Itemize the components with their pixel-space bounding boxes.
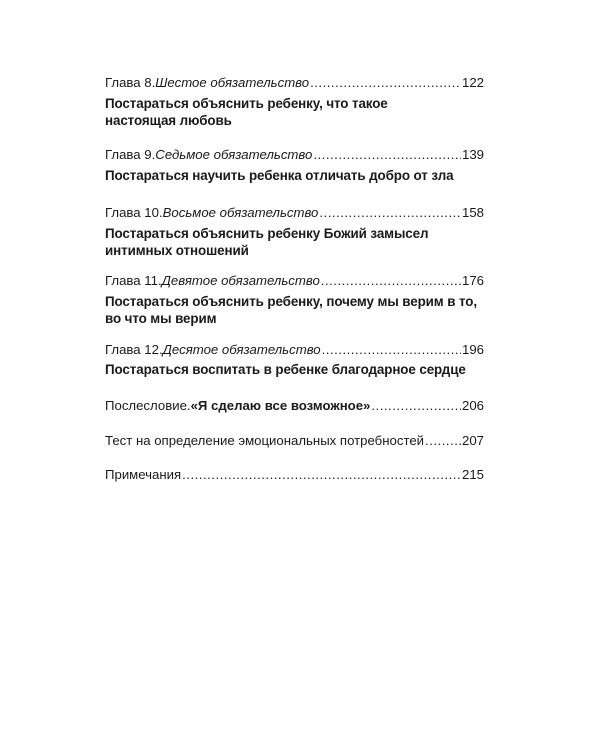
chapter-label: Глава 9.: [105, 147, 156, 162]
subtitle-line: настоящая любовь: [105, 113, 232, 128]
page-number: 215: [461, 467, 484, 482]
toc-entry-test[interactable]: [105, 433, 484, 449]
dot-leader: [321, 273, 461, 289]
chapter-subtitle: [105, 293, 484, 327]
toc-entry-chapter-11[interactable]: [105, 273, 484, 289]
toc-entry-chapter-12[interactable]: [105, 342, 484, 358]
subtitle-line: Постараться объяснить ребенку, почему мы верим в то,: [105, 294, 477, 309]
chapter-label: Глава 11.: [105, 273, 162, 288]
dot-leader: [319, 205, 461, 221]
chapter-subtitle: [105, 361, 484, 378]
subtitle-line: Постараться воспитать в ребенке благодарное сердце: [105, 362, 466, 377]
page-number: 207: [461, 433, 484, 448]
chapter-label: Глава 8.: [105, 75, 156, 90]
toc-entry-afterword[interactable]: [105, 398, 484, 414]
afterword-label: Послесловие.: [105, 398, 191, 413]
page-number: 176: [461, 273, 484, 288]
chapter-title: Десятое обязательство: [162, 342, 321, 357]
notes-label: Примечания: [105, 467, 182, 482]
subtitle-line: во что мы верим: [105, 311, 217, 326]
chapter-title: Восьмое обязательство: [162, 205, 319, 220]
chapter-title: Седьмое обязательство: [155, 147, 313, 162]
subtitle-line: Постараться объяснить ребенку, что такое: [105, 96, 388, 111]
chapter-subtitle: [105, 225, 484, 259]
chapter-subtitle: [105, 167, 484, 184]
test-label: Тест на определение эмоциональных потребностей: [105, 433, 425, 448]
page-number: 206: [461, 398, 484, 413]
toc-entry-chapter-8[interactable]: [105, 75, 484, 91]
page-number: 122: [461, 75, 484, 90]
chapter-label: Глава 10.: [105, 205, 163, 220]
toc-entry-notes[interactable]: [105, 467, 484, 483]
chapter-subtitle: [105, 95, 484, 129]
page-number: 196: [461, 342, 484, 357]
toc-entry-chapter-9[interactable]: [105, 147, 484, 163]
subtitle-line: Постараться научить ребенка отличать добро от зла: [105, 168, 454, 183]
dot-leader: [371, 398, 461, 414]
subtitle-line: интимных отношений: [105, 243, 249, 258]
chapter-title: Девятое обязательство: [161, 273, 320, 288]
dot-leader: [310, 75, 461, 91]
toc-entry-chapter-10[interactable]: [105, 205, 484, 221]
page-number: 158: [461, 205, 484, 220]
dot-leader: [425, 433, 461, 449]
page-number: 139: [461, 147, 484, 162]
dot-leader: [313, 147, 461, 163]
afterword-title: «Я сделаю все возможное»: [190, 398, 371, 413]
chapter-title: Шестое обязательство: [155, 75, 310, 90]
dot-leader: [182, 467, 461, 483]
chapter-label: Глава 12.: [105, 342, 163, 357]
dot-leader: [322, 342, 461, 358]
subtitle-line: Постараться объяснить ребенку Божий замысел: [105, 226, 429, 241]
